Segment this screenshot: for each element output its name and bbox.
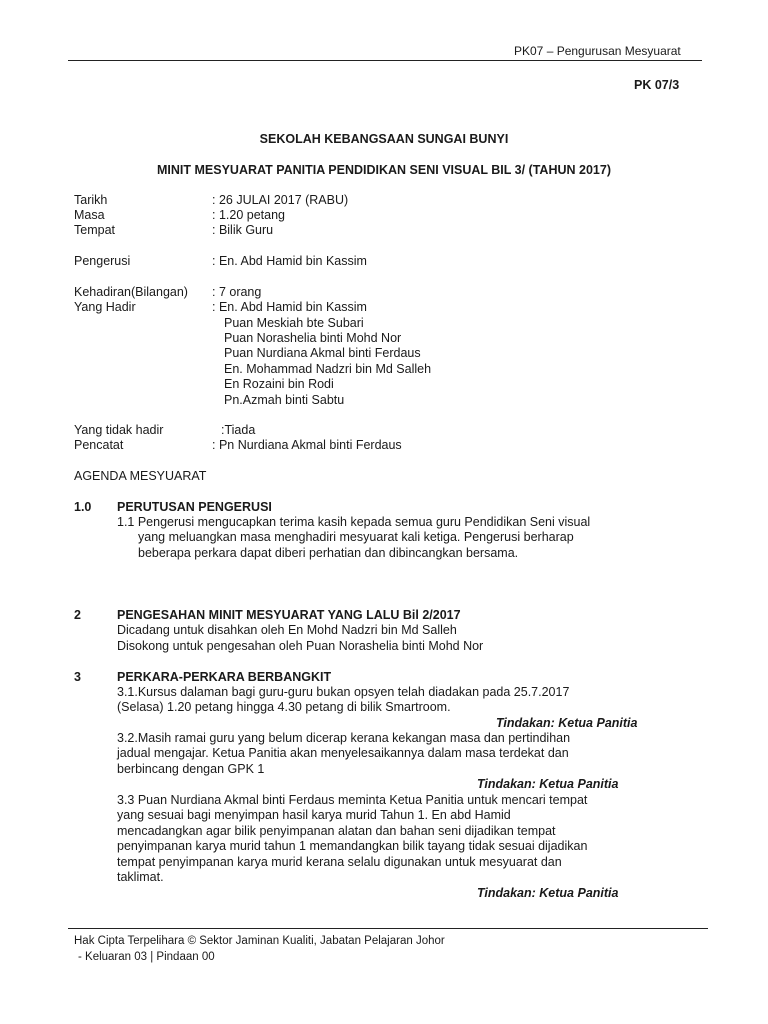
section-2-line: Disokong untuk pengesahan oleh Puan Norashelia binti Mohd Nor xyxy=(117,639,484,653)
section-1-line: yang meluangkan masa menghadiri mesyuarat kali ketiga. Pengerusi berharap xyxy=(138,530,574,544)
absentees-label: Yang tidak hadir xyxy=(74,423,164,437)
section-3-2-line: jadual mengajar. Ketua Panitia akan menyelesaikannya dalam masa terdekat dan xyxy=(117,746,569,760)
section-3-number: 3 xyxy=(74,670,81,684)
section-3-1-line: 3.1.Kursus dalaman bagi guru-guru bukan opsyen telah diadakan pada 25.7.2017 xyxy=(117,685,570,699)
document-reference: PK07 – Pengurusan Mesyuarat xyxy=(514,44,681,58)
attendees-label: Yang Hadir xyxy=(74,300,136,314)
footer-edition: - Keluaran 03 | Pindaan 00 xyxy=(78,951,215,963)
header-divider xyxy=(68,60,702,61)
attendee-item: Puan Meskiah bte Subari xyxy=(224,316,364,330)
section-1-title: PERUTUSAN PENGERUSI xyxy=(117,500,272,514)
section-3-3-line: taklimat. xyxy=(117,870,164,884)
date-label: Tarikh xyxy=(74,193,108,207)
section-3-3-line: mencadangkan agar bilik penyimpanan alatan dan bahan seni dijadikan tempat xyxy=(117,824,556,838)
section-3-2-line: 3.2.Masih ramai guru yang belum dicerap kerana kekangan masa dan pertindihan xyxy=(117,731,571,745)
footer-divider xyxy=(68,928,708,929)
venue-label: Tempat xyxy=(74,223,115,237)
agenda-heading: AGENDA MESYUARAT xyxy=(74,469,207,483)
section-3-3-line: penyimpanan karya murid tahun 1 memandangkan bilik tayang tidak sesuai dijadikan xyxy=(117,839,588,853)
school-name: SEKOLAH KEBANGSAAN SUNGAI BUNYI xyxy=(259,132,509,146)
section-3-3-line: yang sesuai bagi menyimpan hasil karya murid Tahun 1. En abd Hamid xyxy=(117,808,511,822)
footer-copyright: Hak Cipta Terpelihara © Sektor Jaminan Kualiti, Jabatan Pelajaran Johor xyxy=(74,935,445,947)
attendee-item: En Rozaini bin Rodi xyxy=(224,377,334,391)
time-label: Masa xyxy=(74,208,105,222)
attendance-count-label: Kehadiran(Bilangan) xyxy=(74,285,188,299)
attendee-item: Pn.Azmah binti Sabtu xyxy=(224,393,345,407)
secretary-value: : Pn Nurdiana Akmal binti Ferdaus xyxy=(212,438,402,452)
section-1-line: 1.1 Pengerusi mengucapkan terima kasih kepada semua guru Pendidikan Seni visual xyxy=(117,515,591,529)
section-2-number: 2 xyxy=(74,608,81,622)
chairman-label: Pengerusi xyxy=(74,254,131,268)
attendance-count-value: : 7 orang xyxy=(212,285,262,299)
secretary-label: Pencatat xyxy=(74,438,124,452)
venue-value: : Bilik Guru xyxy=(212,223,274,237)
section-2-line: Dicadang untuk disahkan oleh En Mohd Nadzri bin Md Salleh xyxy=(117,623,457,637)
section-3-title: PERKARA-PERKARA BERBANGKIT xyxy=(117,670,332,684)
section-3-1-line: (Selasa) 1.20 petang hingga 4.30 petang di bilik Smartroom. xyxy=(117,700,451,714)
section-3-3-line: tempat penyimpanan karya murid kerana selalu digunakan untuk mesyuarat dan xyxy=(117,855,562,869)
minutes-title: MINIT MESYUARAT PANITIA PENDIDIKAN SENI VISUAL BIL 3/ (TAHUN 2017) xyxy=(157,163,611,177)
section-3-2-action: Tindakan: Ketua Panitia xyxy=(477,777,619,791)
absentees-value: :Tiada xyxy=(221,423,256,437)
attendee-item: En. Mohammad Nadzri bin Md Salleh xyxy=(224,362,432,376)
section-2-title: PENGESAHAN MINIT MESYUARAT YANG LALU Bil 2/2017 xyxy=(117,608,461,622)
date-value: : 26 JULAI 2017 (RABU) xyxy=(212,193,349,207)
attendee-item: : En. Abd Hamid bin Kassim xyxy=(212,300,367,314)
time-value: : 1.20 petang xyxy=(212,208,285,222)
section-3-3-action: Tindakan: Ketua Panitia xyxy=(477,886,619,900)
section-1-number: 1.0 xyxy=(74,500,92,514)
attendee-item: Puan Norashelia binti Mohd Nor xyxy=(224,331,402,345)
section-3-1-action: Tindakan: Ketua Panitia xyxy=(496,716,638,730)
section-1-line: beberapa perkara dapat diberi perhatian dan dibincangkan bersama. xyxy=(138,546,519,560)
document-code: PK 07/3 xyxy=(634,78,680,92)
chairman-value: : En. Abd Hamid bin Kassim xyxy=(212,254,367,268)
section-3-2-line: berbincang dengan GPK 1 xyxy=(117,762,265,776)
attendee-item: Puan Nurdiana Akmal binti Ferdaus xyxy=(224,346,421,360)
section-3-3-line: 3.3 Puan Nurdiana Akmal binti Ferdaus meminta Ketua Panitia untuk mencari tempat xyxy=(117,793,588,807)
